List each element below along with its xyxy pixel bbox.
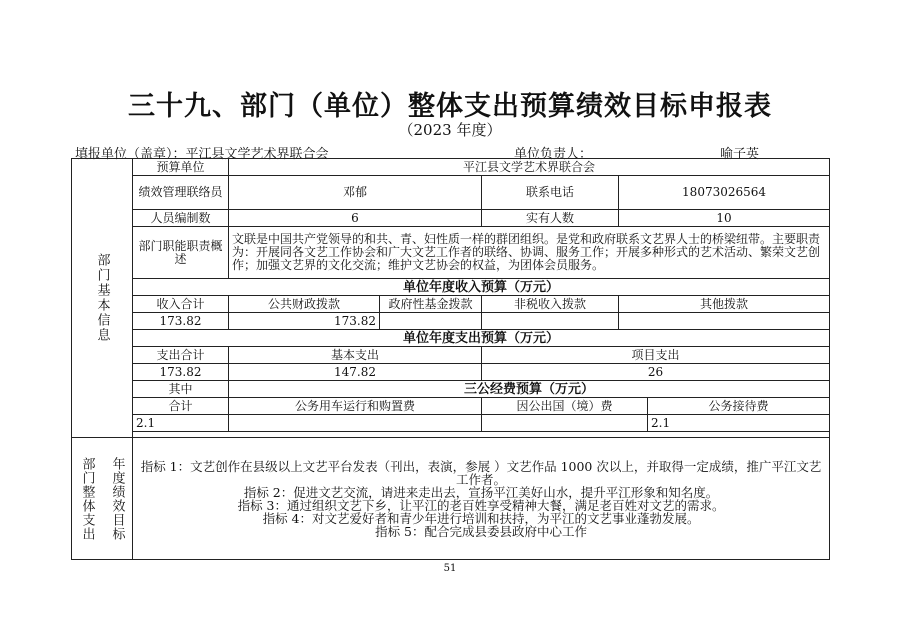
goal-item-2: 指标 2：促进文艺交流，请进来走出去，宣扬平江美好山水，提升平江形象和知名度。 bbox=[243, 484, 719, 500]
income-col-total: 收入合计 bbox=[133, 296, 229, 313]
actual-staff-label: 实有人数 bbox=[482, 210, 619, 227]
expense-heading: 单位年度支出预算（万元） bbox=[133, 330, 830, 347]
goals-section-label: 部门整体支出 年度绩效目标 bbox=[72, 438, 133, 560]
expense-col-basic: 基本支出 bbox=[229, 347, 482, 364]
three-value-abroad bbox=[482, 415, 648, 432]
actual-staff-value: 10 bbox=[619, 210, 830, 227]
expense-value-total: 173.82 bbox=[133, 364, 229, 381]
three-value-vehicle bbox=[229, 415, 482, 432]
page-title: 三十九、部门（单位）整体支出预算绩效目标申报表 bbox=[128, 91, 772, 122]
three-col-vehicle: 公务用车运行和购置费 bbox=[229, 398, 482, 415]
goal-item-4: 指标 4：对文艺爱好者和青少年进行培训和扶持，为平江的文艺事业蓬勃发展。 bbox=[262, 510, 700, 526]
income-value-total: 173.82 bbox=[133, 313, 229, 330]
three-col-reception: 公务接待费 bbox=[648, 398, 830, 415]
contact-label: 绩效管理联络员 bbox=[133, 176, 229, 210]
income-col-non-tax: 非税收入拨款 bbox=[482, 296, 619, 313]
among-label: 其中 bbox=[133, 381, 229, 398]
basic-info-section-label: 部门基本信息 bbox=[72, 159, 133, 438]
income-heading: 单位年度收入预算（万元） bbox=[133, 279, 830, 296]
expense-value-basic: 147.82 bbox=[229, 364, 482, 381]
expense-col-total: 支出合计 bbox=[133, 347, 229, 364]
expense-col-project: 项目支出 bbox=[482, 347, 830, 364]
income-col-public-finance: 公共财政拨款 bbox=[229, 296, 380, 313]
unit-leader-name: 喻子英 bbox=[720, 147, 760, 162]
duty-label: 部门职能职责概述 bbox=[133, 227, 229, 279]
goal-item-3: 指标 3：通过组织文艺下乡，让平江的老百姓享受精神大餐，满足老百姓对文艺的需求。 bbox=[237, 497, 725, 513]
staff-quota-label: 人员编制数 bbox=[133, 210, 229, 227]
three-col-abroad: 因公出国（境）费 bbox=[482, 398, 648, 415]
income-col-gov-fund: 政府性基金拨款 bbox=[380, 296, 482, 313]
goal-item-1: 指标 1：文艺创作在县级以上文艺平台发表（刊出，表演，参展 ）文艺作品 1000 次以上，并取得一定成绩，推广平江文艺工作者。 bbox=[140, 458, 822, 487]
three-public-heading: 三公经费预算（万元） bbox=[229, 381, 830, 398]
budget-unit-value: 平江县文学艺术界联合会 bbox=[229, 159, 830, 176]
income-value-non-tax bbox=[482, 313, 619, 330]
filling-unit: 填报单位（盖章）：平江县文学艺术界联合会 bbox=[75, 147, 329, 162]
three-value-total: 2.1 bbox=[133, 415, 229, 432]
budget-unit-label: 预算单位 bbox=[133, 159, 229, 176]
report-year: （2023 年度） bbox=[398, 121, 502, 139]
income-value-public-finance: 173.82 bbox=[229, 313, 380, 330]
page-number: 51 bbox=[443, 563, 457, 574]
income-value-gov-fund bbox=[380, 313, 482, 330]
expense-value-project: 26 bbox=[482, 364, 830, 381]
staff-quota-value: 6 bbox=[229, 210, 482, 227]
goal-item-5: 指标 5：配合完成县委县政府中心工作 bbox=[375, 523, 587, 539]
phone-label: 联系电话 bbox=[482, 176, 619, 210]
three-value-reception: 2.1 bbox=[648, 415, 830, 432]
income-col-other: 其他拨款 bbox=[619, 296, 830, 313]
contact-name: 邓郁 bbox=[229, 176, 482, 210]
income-value-other bbox=[619, 313, 830, 330]
unit-leader-label: 单位负责人： bbox=[514, 147, 593, 162]
three-col-total: 合计 bbox=[133, 398, 229, 415]
goals-list bbox=[133, 438, 830, 560]
duty-text: 文联是中国共产党领导的和共、青、妇性质一样的群团组织。是党和政府联系文艺界人士的桥梁纽带。主要职责为：开展同各文艺工作协会和广大文艺工作者的联络、协调、服务工作；开展多种形式的艺术活动、繁荣文艺创作；加强文艺界的文化交流；维护文艺协会的权益，为团体会员服务。 bbox=[229, 227, 830, 279]
phone-value: 18073026564 bbox=[619, 176, 830, 210]
performance-table bbox=[71, 158, 830, 560]
